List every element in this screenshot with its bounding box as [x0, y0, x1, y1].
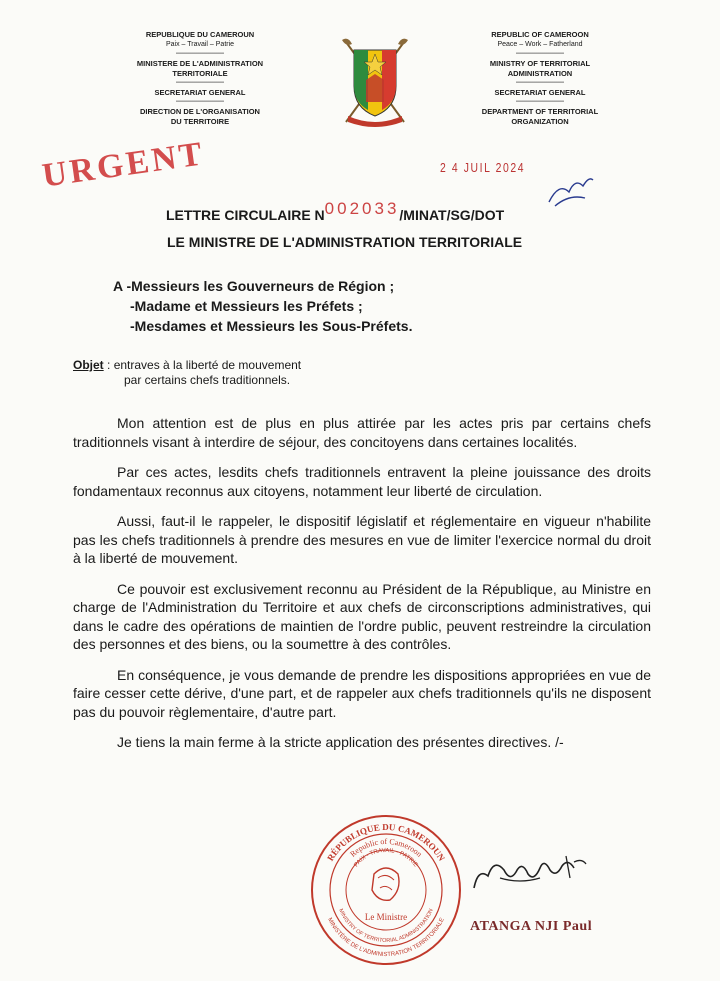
body-paragraph: Je tiens la main ferme à la stricte application des présentes directives. /- [117, 734, 564, 750]
header-right-direction-l1: DEPARTMENT OF TERRITORIAL [481, 107, 599, 116]
coat-of-arms-icon [338, 36, 412, 128]
subject-block [73, 358, 301, 388]
seal-outer-top2: Republic of Cameroon [348, 836, 424, 859]
circular-reference [166, 199, 505, 225]
header-left-ministry-l1: MINISTERE DE L'ADMINISTRATION [136, 59, 264, 68]
subject-sep: : [103, 358, 114, 372]
subject-line-1: entraves à la liberté de mouvement [113, 358, 302, 372]
header-left [100, 30, 300, 127]
signatory-name: ATANGA NJI Paul [470, 919, 593, 934]
addressees-list [113, 276, 412, 336]
letter-body [73, 414, 651, 764]
header-separator: ------------------------ [176, 80, 224, 86]
circular-suffix: /MINAT/SG/DOT [399, 207, 505, 223]
header-right-motto: Peace – Work – Fatherland [497, 41, 583, 48]
circular-number: 002033 [324, 199, 400, 218]
subject-line-2: par certains chefs traditionnels. [124, 373, 291, 387]
seal-outer-top: RÉPUBLIQUE DU CAMEROUN [325, 821, 447, 863]
header-left-secretariat: SECRETARIAT GENERAL [154, 88, 246, 97]
header-separator: ------------------------ [516, 80, 564, 86]
subject-label: Objet [73, 358, 104, 372]
addressee-item: -Madame et Messieurs les Préfets ; [130, 298, 363, 314]
header-left-motto: Paix – Travail – Patrie [165, 41, 235, 48]
body-paragraph: Mon attention est de plus en plus attirée par les actes pris par certains chefs traditionnels visant à interdire de séjour, des concitoyens dans certaines localités. [73, 415, 651, 450]
header-right-secretariat: SECRETARIAT GENERAL [494, 88, 586, 97]
minister-title: LE MINISTRE DE L'ADMINISTRATION TERRITORIALE [167, 234, 523, 250]
urgent-stamp: URGENT [40, 135, 208, 195]
header-separator: ------------------------ [176, 99, 224, 105]
body-paragraph: En conséquence, je vous demande de prendre les dispositions appropriées en vue de faire cesser cette dérive, d'une part, et de rappeler aux chefs traditionnels qu'ils ne disposent pas du pouvoir règlementaire, d'autre part. [73, 666, 651, 720]
header-left-ministry-l2: TERRITORIALE [172, 69, 228, 78]
signature-icon [470, 848, 590, 908]
header-right-direction-l2: ORGANIZATION [511, 117, 569, 126]
initials-scribble-icon [545, 172, 595, 208]
seal-outer-bottom-en: MINISTRY OF TERRITORIAL ADMINISTRATION [337, 908, 435, 945]
body-paragraph: Aussi, faut-il le rappeler, le dispositif législatif et réglementaire en vigueur n'habilite pas les chefs traditionnels à prendre des mesures en vue de limiter l'exercice normal du droit à la liberté de mouvement. [73, 513, 651, 566]
seal-motto: PAIX - TRAVAIL - PATRIE [353, 847, 419, 869]
body-paragraph: Par ces actes, lesdits chefs traditionnels entravent la pleine jouissance des droits fondamentaux reconnus aux citoyens, notamment leur liberté de circulation. [73, 464, 651, 499]
body-paragraph: Ce pouvoir est exclusivement reconnu au Président de la République, au Ministre en charge de l'Administration du Territoire et aux chefs de circonscriptions administratives, qui dans le cadre des opérations de maintien de l'ordre public, peuvent restreindre la circulation des personnes et des biens, ou la soumettre à des contrôles. [73, 580, 651, 652]
header-right [440, 30, 640, 127]
addressee-item: A -Messieurs les Gouverneurs de Région ; [113, 278, 395, 294]
header-separator: ------------------------ [516, 99, 564, 105]
seal-center-label: Le Ministre [364, 912, 408, 922]
header-right-ministry-l1: MINISTRY OF TERRITORIAL [489, 59, 591, 68]
header-right-country: REPUBLIC OF CAMEROON [491, 30, 589, 39]
header-left-direction-l1: DIRECTION DE L'ORGANISATION [140, 107, 260, 116]
header-separator: ------------------------ [176, 51, 224, 57]
header-left-direction-l2: DU TERRITOIRE [170, 117, 230, 126]
seal-outer-bottom: MINISTÈRE DE L'ADMINISTRATION TERRITORIALE [326, 917, 446, 959]
date-stamp: 2 4 JUIL 2024 [440, 160, 526, 175]
official-seal-icon [306, 812, 466, 967]
header-right-ministry-l2: ADMINISTRATION [507, 69, 573, 78]
header-left-country: REPUBLIQUE DU CAMEROUN [145, 30, 255, 39]
header-separator: ------------------------ [516, 51, 564, 57]
circular-prefix: LETTRE CIRCULAIRE N [166, 207, 325, 223]
addressee-item: -Mesdames et Messieurs les Sous-Préfets. [130, 318, 413, 334]
